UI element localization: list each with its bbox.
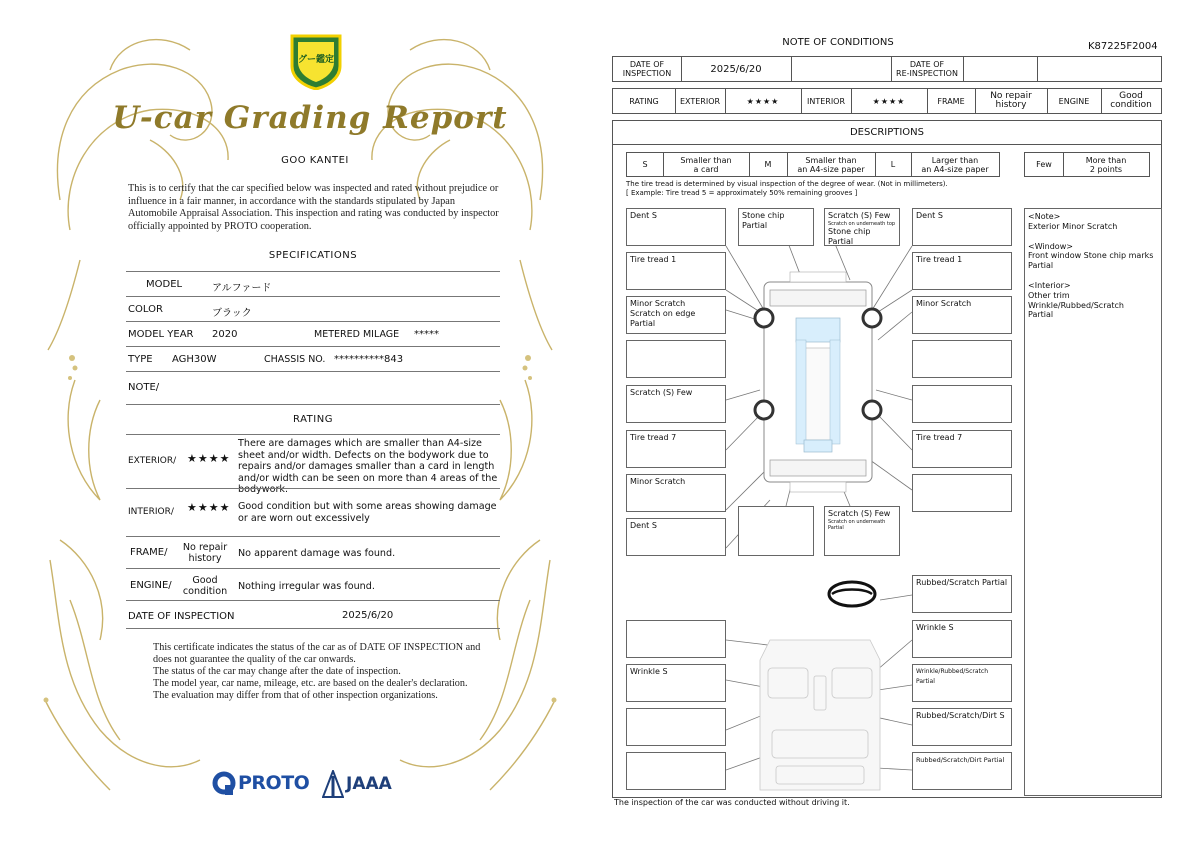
exterior-label: EXTERIOR/ [128,456,177,466]
proto-logo-text: PROTO [238,772,310,794]
note-label: NOTE/ [128,382,160,393]
label-line: DATE OF [909,60,945,69]
frame-value-line2: history [188,553,222,564]
footnote-line: This certificate indicates the status of the car as of DATE OF INSPECTION and does not guarantee the quality of the car onwards. [153,642,481,665]
sponsor-logos [210,770,410,800]
footnote-line: The status of the car may change after the date of inspection. [153,666,401,677]
interior-box-left-4 [626,752,726,790]
note-of-conditions [600,0,1200,848]
divider [126,346,500,347]
interior-label: INTERIOR/ [128,507,174,517]
damage-box-right-4 [912,340,1012,378]
desc-line: an A4-size paper [921,164,989,174]
inspection-date-label: DATE OF INSPECTION [128,611,235,622]
damage-box-left-1: Dent S [626,208,726,246]
interior-box-left-2: Wrinkle S [626,664,726,702]
value-line: history [995,100,1027,110]
rating-heading: RATING [293,414,333,425]
divider [126,371,500,372]
exterior-stars: ★★★★ [187,452,231,465]
interior-stars: ★★★★ [872,96,906,106]
divider [126,296,500,297]
box-line: Minor Scratch [630,299,686,308]
note-line: The tire tread is determined by visual inspection of the degree of wear. (Not in millimeters). [626,180,948,188]
interior-box-right-2: Wrinkle S [912,620,1012,658]
frame-value-line1: No repair [182,542,228,553]
damage-box-left-7: Minor Scratch [626,474,726,512]
color-value: ブラック [212,308,252,319]
legend-few: Few [1036,160,1052,169]
damage-box-top-2 [824,208,900,246]
date-inspection-value: 2025/6/20 [710,63,762,75]
rating-label: RATING [629,96,659,106]
engine-value [176,575,234,597]
box-line-small: Scratch on underneath top [828,221,896,227]
report-id: K87225F2004 [1088,41,1158,52]
jaaa-logo-text: JAAA [346,774,392,794]
box-line: Scratch on edge Partial [630,309,696,328]
damage-box-left-6: Tire tread 7 [626,430,726,468]
model-value: アルファード [212,283,272,294]
inspection-date-value: 2025/6/20 [342,610,394,621]
damage-box-left-4 [626,340,726,378]
damage-box-left-2: Tire tread 1 [626,252,726,290]
spacer [1028,232,1158,242]
desc-line: More than [1085,155,1127,165]
damage-box-left-3 [626,296,726,334]
descriptions-heading: DESCRIPTIONS [849,126,925,138]
desc-line: 2 points [1089,164,1123,174]
damage-box-bottom-1 [738,506,814,556]
engine-label: ENGINE/ [130,580,172,591]
frame-value [176,542,234,564]
frame-description: No apparent damage was found. [238,548,396,559]
box-line: Scratch (S) Few [828,509,891,518]
engine-label: ENGINE [1058,96,1090,106]
frame-label: FRAME [937,96,965,106]
certificate-footnote [153,642,483,702]
badge-text: グー鑑定 [297,55,334,65]
damage-box-top-1: Stone chip Partial [738,208,814,246]
engine-description: Nothing irregular was found. [238,581,375,592]
interior-box-left-1 [626,620,726,658]
divider [126,321,500,322]
window-heading: <Window> [1028,241,1073,251]
footnote-line: The model year, car name, mileage, etc. are based on the dealer's declaration. [153,678,468,689]
goo-kantei-badge [288,32,344,90]
legend-m: M [764,160,772,169]
milage-label: METERED MILAGE [314,329,400,340]
interior-box-right-3: Wrinkle/Rubbed/Scratch Partial [912,664,1012,702]
label-line: RE-INSPECTION [896,69,958,78]
interior-description: Good condition but with some areas showing damage or are worn out excessively [238,501,497,524]
frame-label: FRAME/ [130,547,168,558]
desc-line: Smaller than [805,155,857,165]
divider [126,434,500,435]
divider [126,404,500,405]
spacer [1028,271,1158,281]
type-label: TYPE [128,354,153,365]
proto-logo-icon [212,771,238,797]
interior-box-right-1: Rubbed/Scratch Partial [912,575,1012,613]
report-title: U-car Grading Report [112,100,508,136]
label-line: DATE OF [629,60,665,69]
damage-box-right-1: Dent S [912,208,1012,246]
damage-box-right-2: Tire tread 1 [912,252,1012,290]
legend-s: S [642,160,648,169]
legend-l: L [890,160,896,169]
report-subtitle: GOO KANTEI [281,155,349,166]
footnote-line: The evaluation may differ from that of other inspection organizations. [153,690,438,701]
exterior-description: There are damages which are smaller than A4-size sheet and/or width. Defects on the bodywork due to repairs and/or damages smaller than a card in length and/or width can be seen on more than 4 areas of the bodywork. [238,438,498,495]
exterior-label: EXTERIOR [679,96,721,106]
box-line-small: Scratch on underneath Partial [828,519,886,531]
interior-value: Other trim [1028,290,1070,300]
model-label: MODEL [146,279,183,290]
label-line: INSPECTION [622,69,672,78]
car-top-view [755,272,881,492]
chassis-value: **********843 [334,354,404,365]
value-line: condition [1110,100,1152,110]
divider [126,628,500,629]
damage-box-right-7 [912,474,1012,512]
certify-statement: This is to certify that the car specified below was inspected and rated without prejudice or influence in a fair manner, in accordance with the standards stipulated by Japan Automobile Appraisal Association. This inspection and rating was conducted by inspector officially appointed by PROTO cooperation. [128,183,499,232]
desc-line: Larger than [931,155,979,165]
color-label: COLOR [128,304,163,315]
box-line: Scratch (S) Few [828,211,891,220]
divider [126,488,500,489]
divider [126,536,500,537]
damage-box-right-3: Minor Scratch [912,296,1012,334]
notes-panel [1024,208,1162,796]
engine-value-line1: Good [192,575,218,586]
model-year-value: 2020 [212,329,238,340]
interior-box-right-5: Rubbed/Scratch/Dirt Partial [912,752,1012,790]
specifications-heading: SPECIFICATIONS [268,250,358,261]
box-line: Stone chip Partial [828,227,871,246]
value-line: No repair [990,91,1032,101]
interior-value: Wrinkle/Rubbed/Scratch [1028,300,1124,310]
steering-wheel-icon [829,582,875,606]
desc-line: Smaller than [680,155,732,165]
note-heading: <Note> [1028,212,1061,221]
conditions-title: NOTE OF CONDITIONS [782,37,894,48]
conditions-footer: The inspection of the car was conducted without driving it. [614,798,850,807]
interior-heading: <Interior> [1028,280,1071,290]
interior-seat-diagram [760,640,880,790]
milage-value: ***** [414,329,439,340]
desc-line: a card [693,164,719,174]
damage-box-bottom-2 [824,506,900,556]
interior-label: INTERIOR [806,96,846,106]
interior-box-left-3 [626,708,726,746]
desc-line: an A4-size paper [797,164,865,174]
note-value: Exterior Minor Scratch [1028,221,1118,231]
divider [126,568,500,569]
chassis-label: CHASSIS NO. [264,354,326,365]
divider [126,600,500,601]
interior-stars: ★★★★ [187,501,231,514]
window-value: Front window Stone chip marks Partial [1028,251,1154,271]
interior-box-right-4: Rubbed/Scratch/Dirt S [912,708,1012,746]
damage-box-right-5 [912,385,1012,423]
divider [126,271,500,272]
damage-box-left-8: Dent S [626,518,726,556]
damage-box-right-6: Tire tread 7 [912,430,1012,468]
jaaa-logo-icon [322,770,344,798]
note-line: [ Example: Tire tread 5 = approximately 50% remaining grooves ] [626,188,858,197]
engine-value-line2: condition [182,586,228,597]
value-line: Good [1119,91,1143,101]
exterior-stars: ★★★★ [746,96,780,106]
type-value: AGH30W [172,354,217,365]
interior-value: Partial [1028,310,1054,320]
model-year-label: MODEL YEAR [128,329,194,340]
damage-box-left-5: Scratch (S) Few [626,385,726,423]
